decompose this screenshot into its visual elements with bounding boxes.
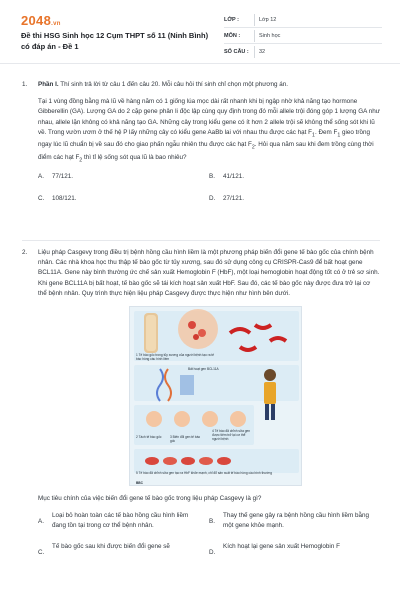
logo-number: 2048 — [21, 13, 52, 28]
meta-value: Lớp 12 — [259, 16, 277, 23]
meta-value: Sinh học — [259, 32, 281, 39]
subscript: 1 — [337, 132, 341, 139]
question-text — [38, 97, 380, 165]
option-letter: A. — [38, 173, 44, 181]
option-letter: D. — [209, 548, 216, 556]
divider — [254, 46, 255, 58]
answer-options — [38, 172, 380, 204]
option-text: Thay thế gene gây ra bệnh hồng cầu hình liềm bằng một gene khỏe mạnh. — [223, 512, 369, 530]
option-letter: B. — [209, 173, 215, 181]
question-prompt: Mục tiêu chính của việc biến đổi gene tế bào gốc trong liệu pháp Casgevy là gì? — [38, 495, 262, 503]
figure-caption-2: 2 Tách tế bào gốc — [136, 435, 162, 440]
figure-caption-5: 5 Tế bào đã chỉnh sửa gen tạo ra HbF khỏe mạnh, chỉ đổ sản xuất tế bào hồng cầu bình thường — [136, 471, 273, 476]
section-instruction: Thí sinh trả lời từ câu 1 đến câu 20. Mỗi câu hỏi thí sinh chỉ chọn một phương án. — [58, 81, 289, 88]
page-title: Đề thi HSG Sinh học 12 Cụm THPT số 11 (Ninh Bình) có đáp án - Đề 1 — [21, 31, 209, 51]
page-header — [0, 0, 400, 64]
question-text-part: gieo trồng ngay lúc lũ chuẩn bị về sau đó cho giao phấn ngẫu nhiên thu được các hạt F — [38, 128, 371, 149]
subscript: 2 — [251, 144, 255, 151]
site-logo[interactable] — [21, 13, 61, 28]
divider — [254, 14, 255, 26]
option-d[interactable] — [209, 542, 380, 558]
option-a[interactable] — [38, 172, 209, 182]
option-b[interactable] — [209, 511, 380, 531]
option-d[interactable] — [209, 194, 380, 204]
answer-options — [38, 511, 380, 558]
option-text: Loại bỏ hoàn toàn các tế bào hồng cầu hình liềm đang tồn tại trong cơ thể bệnh nhân. — [52, 512, 189, 530]
section-label: Phần I. — [38, 81, 59, 88]
meta-row-class — [224, 12, 382, 28]
option-text: Tế bào gốc sau khi được biến đổi gene sẽ — [52, 542, 170, 550]
figure-caption-4: 4 Tế bào đã chỉnh sửa gen được tiêm trở lại cơ thể người bệnh — [212, 429, 251, 442]
option-text: 77/121. — [52, 173, 74, 181]
question-text-part: Tại 1 vùng đồng bằng mà lũ về hàng năm có 1 giống lúa mọc dài rất nhanh khi bị ngập nhờ khả năng tạo hormone Gibberellin (GA). Lượng GA do 2 cặp gene phân li độc lập cùng quy định trong đó mỗi allele trội đóng góp 1 lượng GA như nhau, allele lặn không có khả năng tạo GA. Những cây trong kiểu gene có ít hơn 2 allele trội sẽ không thể sống sót khi lũ về. Trong vườn ươm ở thế hệ P lấy những cây có kiểu gene AaBb lai với nhau thu được các hạt F — [38, 98, 380, 136]
casgevy-illustration — [130, 307, 302, 486]
option-letter: C. — [38, 548, 45, 556]
subscript: 2 — [79, 156, 83, 163]
question-body — [38, 248, 380, 558]
meta-key: MÔN : — [224, 32, 241, 39]
option-text: Kích hoạt lại gene sản xuất Hemoglobin F — [223, 542, 340, 550]
section-intro — [38, 80, 380, 90]
option-text: 41/121. — [223, 173, 245, 181]
question-text-part: thì tỉ lệ sống sót qua lũ là bao nhiêu? — [82, 153, 187, 161]
option-text: 108/121. — [52, 195, 77, 203]
figure-caption-gene: Bất hoạt gen BCL11A — [188, 367, 219, 372]
option-letter: D. — [209, 195, 216, 203]
exam-meta — [224, 12, 382, 60]
meta-row-subject — [224, 28, 382, 44]
divider — [254, 30, 255, 42]
option-b[interactable] — [209, 172, 380, 182]
figure-credit: BBC — [136, 481, 143, 486]
logo-tld: .vn — [51, 21, 61, 27]
question-1 — [22, 80, 382, 245]
subscript: 1 — [312, 132, 315, 139]
figure-caption-1: 1 Tế bào gốc trong tủy xương của người bệnh tạo ra tế bào hồng cầu hình liềm — [136, 353, 215, 362]
option-text: 27/121. — [223, 195, 245, 203]
divider — [22, 240, 380, 241]
question-2 — [22, 248, 382, 600]
option-letter: A. — [38, 518, 44, 526]
meta-row-count — [224, 44, 382, 60]
option-a[interactable] — [38, 511, 209, 531]
question-text-part: . Hỏi qua năm sau khi đem trồng cùng thời điểm các hạt F — [38, 141, 374, 161]
question-text: Liệu pháp Casgevy trong điều trị bệnh hồng cầu hình liềm là một phương pháp biến đổi gene tế bào gốc của chính bệnh nhân. Các nhà khoa học thu thập tế bào gốc từ tủy xương, sau đó sử dụng công cụ CRISPR-Cas9 để bất hoạt gene BCL11A. Gene này bình thường ức chế sản xuất Hemoglobin F (HbF), một loại hemoglobin hoạt động tốt có ở trẻ sơ sinh. Khi gene BCL11A bị bất hoạt, tế bào gốc sẽ tái kích hoạt sản xuất HbF. Sau đó, các tế bào gốc này được đưa trở lại cơ thể bệnh nhân. Quy trình thực hiện liệu pháp Casgevy được thực hiện như hình bên dưới. — [38, 249, 380, 297]
option-c[interactable] — [38, 542, 209, 558]
exam-content — [0, 64, 400, 600]
option-letter: C. — [38, 195, 45, 203]
question-text-part: . Đem F — [314, 128, 338, 136]
meta-key: SỐ CÂU : — [224, 49, 249, 55]
option-c[interactable] — [38, 194, 209, 204]
question-number: 1. — [22, 81, 28, 88]
option-letter: B. — [209, 518, 215, 526]
question-number: 2. — [22, 249, 28, 256]
question-body — [38, 80, 380, 205]
figure-caption-3: 3 Biến đổi gen tế bào gốc — [170, 435, 201, 444]
casgevy-figure — [129, 306, 302, 486]
meta-value: 32 — [259, 49, 266, 55]
meta-key: LỚP : — [224, 16, 239, 23]
